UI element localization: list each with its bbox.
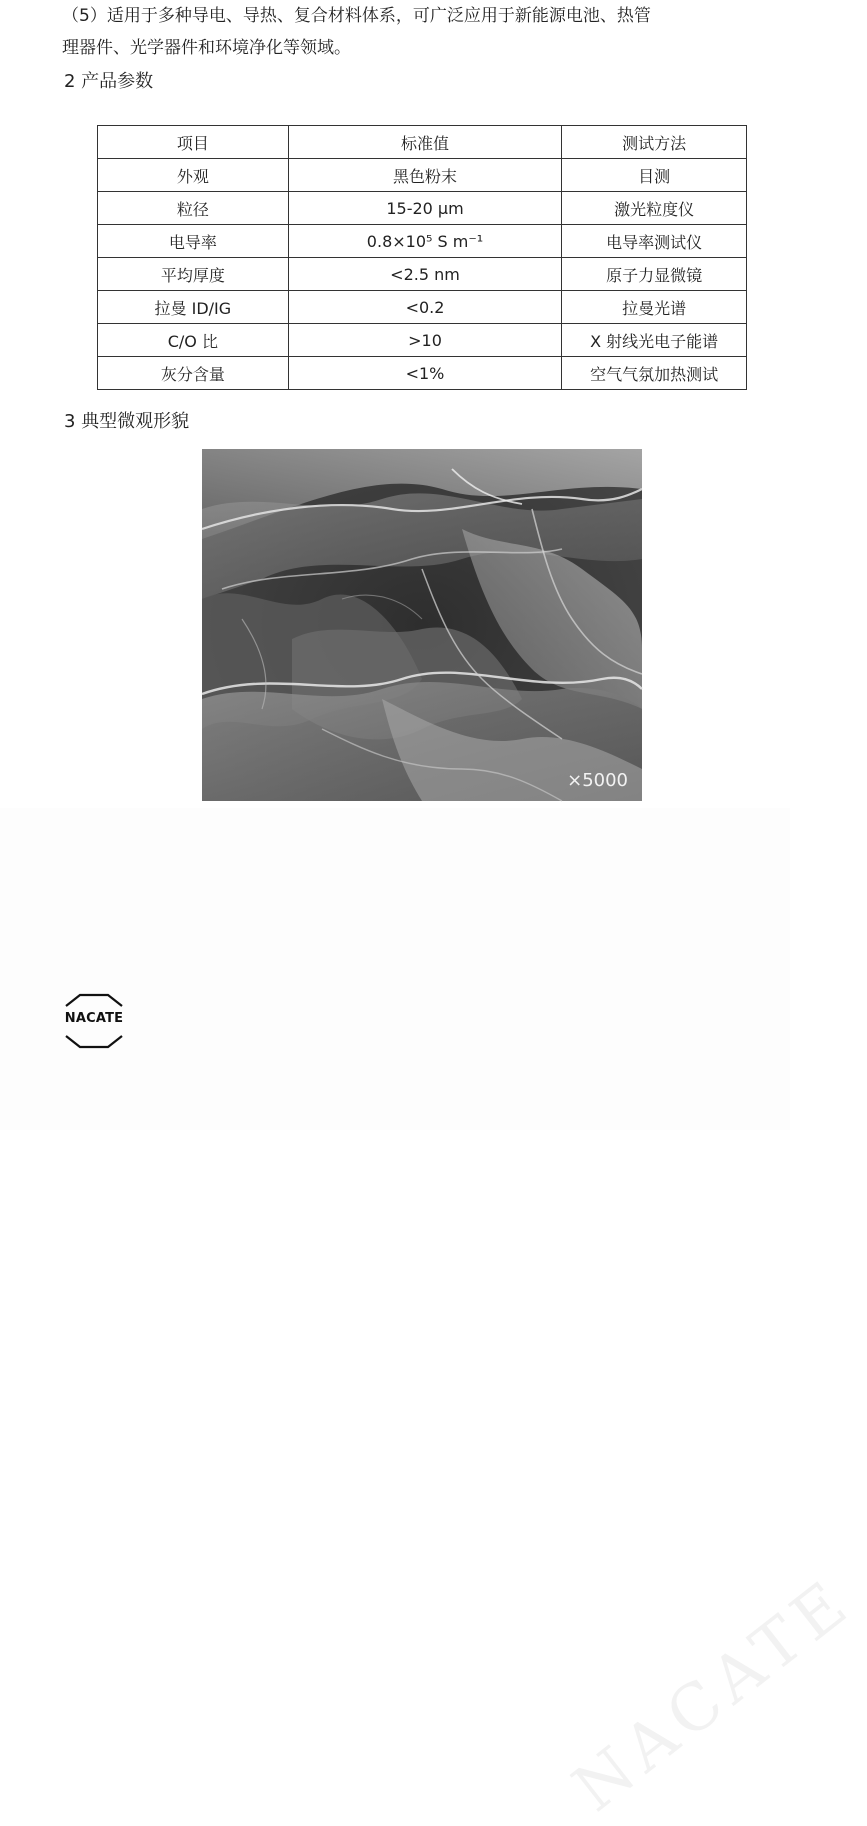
table-row: [98, 357, 747, 390]
section-heading-microstructure: 3 典型微观形貌: [64, 411, 190, 432]
table-cell: 0.8×10⁵ S m⁻¹: [288, 225, 562, 258]
table-cell: 外观: [98, 159, 289, 192]
table-row: [98, 291, 747, 324]
table-row: [98, 225, 747, 258]
table-cell: 粒径: [98, 192, 289, 225]
table-cell: 目测: [562, 159, 747, 192]
table-cell: 电导率: [98, 225, 289, 258]
next-page: [0, 808, 867, 1826]
table-header-cell: 项目: [98, 126, 289, 159]
table-header-cell: 标准值: [288, 126, 562, 159]
section-heading-product-params: 2 产品参数: [64, 71, 154, 92]
table-cell: <0.2: [288, 291, 562, 324]
table-header-row: [98, 126, 747, 159]
table-cell: 15-20 μm: [288, 192, 562, 225]
watermark: NACATE: [560, 1564, 867, 1826]
table-cell: 黑色粉末: [288, 159, 562, 192]
table-cell: 空气气氛加热测试: [562, 357, 747, 390]
table-cell: 电导率测试仪: [562, 225, 747, 258]
table-cell: <1%: [288, 357, 562, 390]
document-page: [0, 0, 790, 808]
table-row: [98, 324, 747, 357]
magnification-label: ×5000: [567, 770, 628, 791]
table-cell: >10: [288, 324, 562, 357]
table-row: [98, 258, 747, 291]
table-cell: X 射线光电子能谱: [562, 324, 747, 357]
table-row: [98, 159, 747, 192]
table-row: [98, 192, 747, 225]
table-cell: 原子力显微镜: [562, 258, 747, 291]
table-cell: <2.5 nm: [288, 258, 562, 291]
table-cell: C/O 比: [98, 324, 289, 357]
table-cell: 平均厚度: [98, 258, 289, 291]
logo-wordmark: NACATE: [64, 1011, 124, 1026]
table-cell: 拉曼光谱: [562, 291, 747, 324]
intro-paragraph-line-1: （5）适用于多种导电、导热、复合材料体系，可广泛应用于新能源电池、热管: [62, 6, 651, 26]
sem-micrograph-drawing: [202, 449, 642, 801]
table-cell: 激光粒度仪: [562, 192, 747, 225]
sem-micrograph: [202, 449, 642, 801]
company-logo: [60, 992, 128, 1050]
product-params-table: [97, 125, 747, 390]
table-cell: 灰分含量: [98, 357, 289, 390]
table-header-cell: 测试方法: [562, 126, 747, 159]
table-cell: 拉曼 ID/IG: [98, 291, 289, 324]
intro-paragraph-line-2: 理器件、光学器件和环境净化等领域。: [62, 38, 351, 58]
